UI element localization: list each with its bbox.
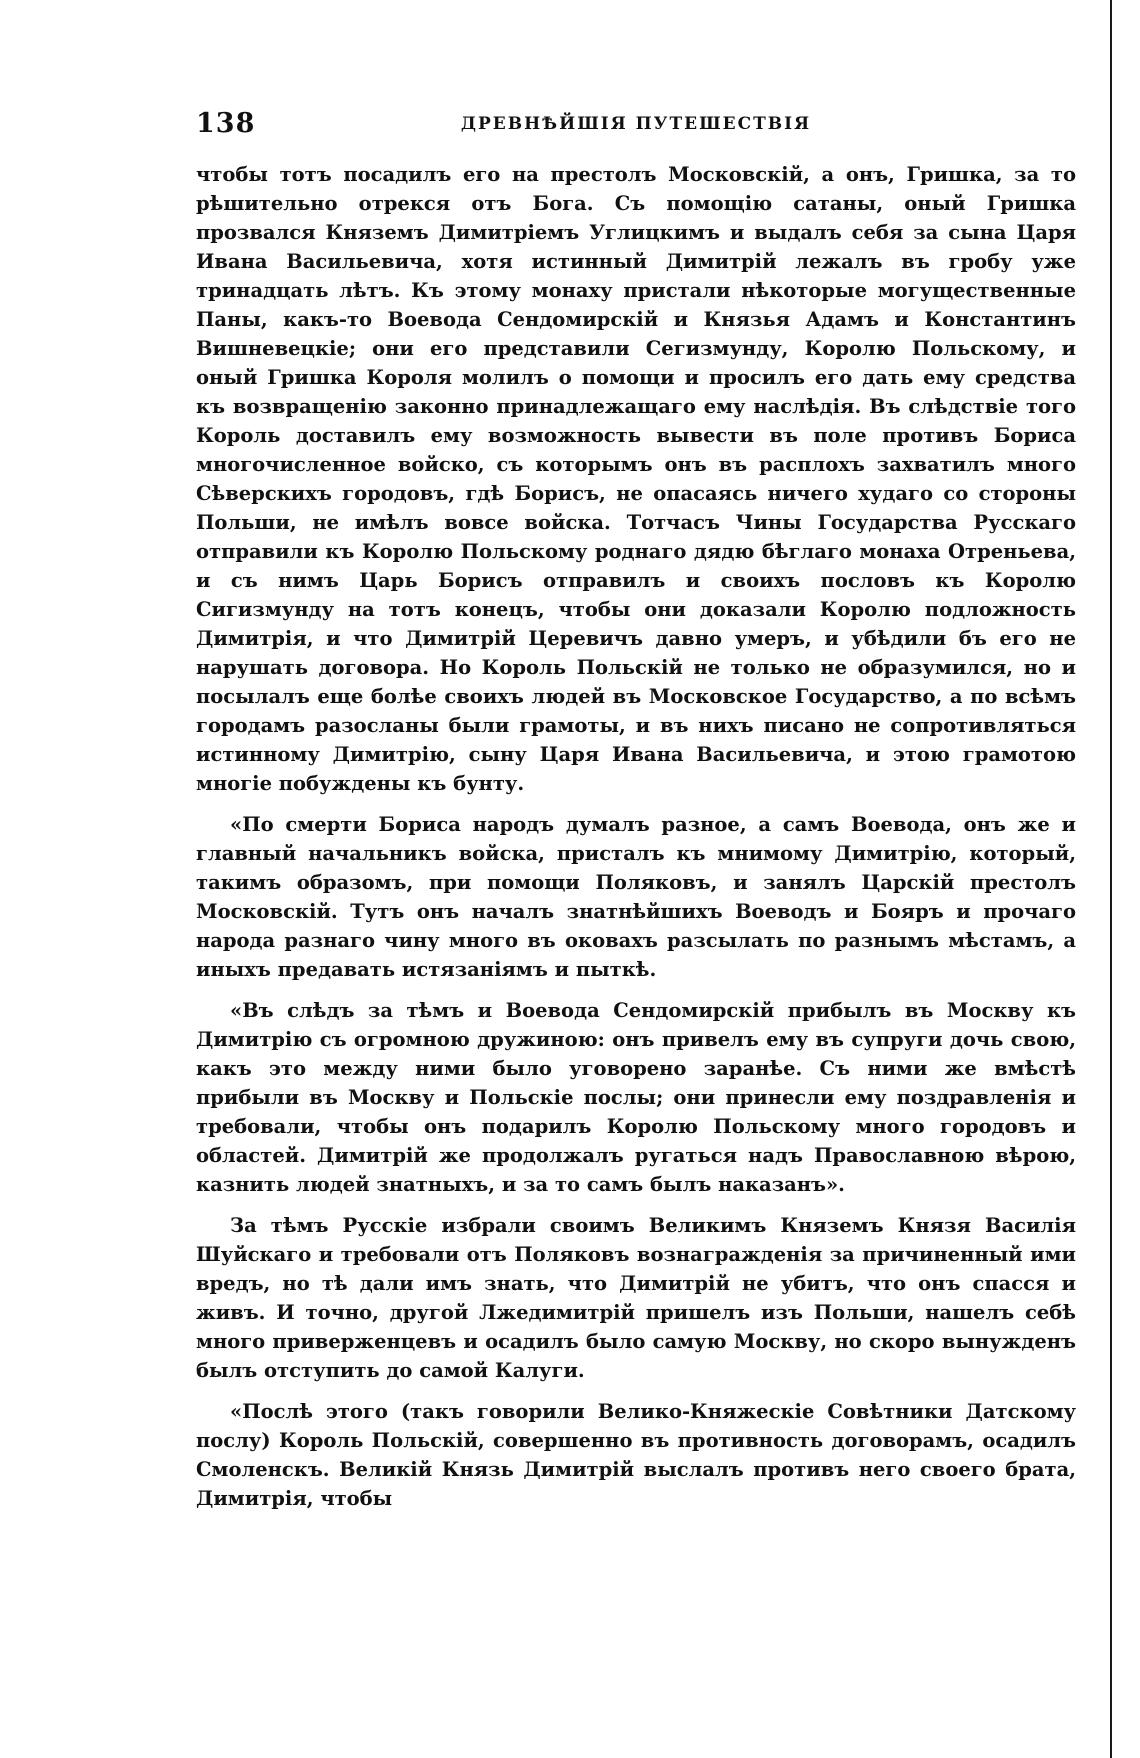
paragraph-5: «Послѣ этого (такъ говорили Велико-Княжескіе Совѣтники Датскому послу) Король Польскій, совершенно въ противность договорамъ, осадилъ Смоленскъ. Великій Князь Димитрій выслалъ противъ него своего брата, Димитрія, чтобы [196,1400,1076,1510]
scan-edge-line [1110,0,1112,1758]
page-number: 138 [196,108,256,139]
body-text [196,160,1076,1525]
paragraph-3: «Въ слѣдъ за тѣмъ и Воевода Сендомирскій прибылъ въ Москву къ Димитрію съ огромною дружиною: онъ привелъ ему въ супруги дочь свою, какъ это между ними было уговорено заранѣе. Съ ними же вмѣстѣ прибыли въ Москву и Польскіе послы; они принесли ему поздравленія и требовали, чтобы онъ подарилъ Королю Польскому много городовъ и областей. Димитрій же продолжалъ ругаться надъ Православною вѣрою, казнить людей знатныхъ, и за то самъ былъ наказанъ». [196,999,1076,1196]
paragraph-1: чтобы тотъ посадилъ его на престолъ Московскій, а онъ, Гришка, за то рѣшительно отрекся отъ Бога. Съ помощію сатаны, оный Гришка прозвался Княземъ Димитріемъ Углицкимъ и выдалъ себя за сына Царя Ивана Васильевича, хотя истинный Димитрій лежалъ въ гробу уже тринадцать лѣтъ. Къ этому монаху пристали нѣкоторые могущественные Паны, какъ-то Воевода Сендомирскій и Князья Адамъ и Константинъ Вишневецкіе; они его представили Сегизмунду, Королю Польскому, и оный Гришка Короля молилъ о помощи и просилъ его дать ему средства къ возвращенію законно принадлежащаго ему наслѣдія. Въ слѣдствіе того Король доставилъ ему возможность вывести въ поле противъ Бориса многочисленное войско, съ которымъ онъ въ расплохъ захватилъ много Сѣверскихъ городовъ, гдѣ Борисъ, не опасаясь ничего худаго со стороны Польши, не имѣлъ вовсе войска. Тотчасъ Чины Государства Русскаго отправили къ Королю Польскому роднаго дядю бѣглаго монаха Отреньева, и съ нимъ Царь Борисъ отправилъ и своихъ пословъ къ Королю Сигизмунду на тотъ конецъ, чтобы они доказали Королю подложность Димитрія, и что Димитрій Церевичъ давно умеръ, и убѣдили бъ его не нарушать договора. Но Король Польскій не только не образумился, но и посылалъ еще болѣе своихъ людей въ Московское Государство, а по всѣмъ городамъ разосланы были грамоты, и въ нихъ писано не сопротивляться истинному Димитрію, сыну Царя Ивана Васильевича, и этою грамотою многіе побуждены къ бунту. [196,163,1076,795]
page-header [196,108,1076,142]
running-title: ДРЕВНѢЙШІЯ ПУТЕШЕСТВІЯ [460,114,812,134]
paragraph-4: За тѣмъ Русскіе избрали своимъ Великимъ Княземъ Князя Василія Шуйскаго и требовали отъ Поляковъ вознагражденія за причиненный ими вредъ, но тѣ дали имъ знать, что Димитрій не убитъ, что онъ спасся и живъ. И точно, другой Лжедимитрій пришелъ изъ Польши, нашелъ себѣ много приверженцевъ и осадилъ было самую Москву, но скоро вынужденъ былъ отступить до самой Калуги. [196,1214,1076,1382]
paragraph-2: «По смерти Бориса народъ думалъ разное, а самъ Воевода, онъ же и главный начальникъ войска, присталъ къ мнимому Димитрію, который, такимъ образомъ, при помощи Поляковъ, и занялъ Царскій престолъ Московскій. Тутъ онъ началъ знатнѣйшихъ Воеводъ и Бояръ и прочаго народа разнаго чину много въ оковахъ разсылать по разнымъ мѣстамъ, а иныхъ предавать истязаніямъ и пыткѣ. [196,813,1076,981]
